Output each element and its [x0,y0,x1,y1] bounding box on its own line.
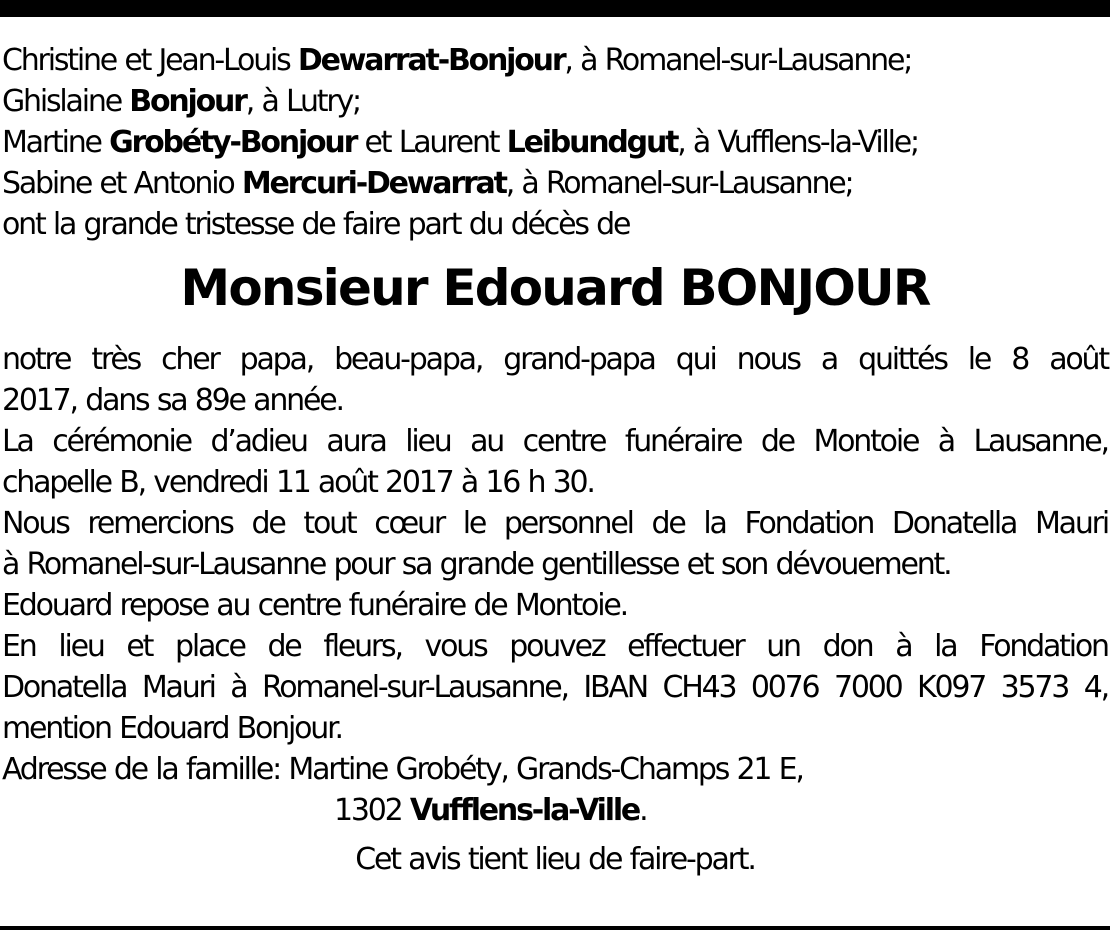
word: un [766,629,800,664]
announce-line: ont la grande tristesse de faire part du décès de [2,207,630,242]
word: 8 [1011,342,1029,377]
word: 7000 [833,670,902,705]
word: personnel [503,506,633,541]
family-text: Christine et Jean-Louis [2,43,298,78]
body-line-1 [2,339,1108,380]
word: centre [522,424,606,459]
word: cérémonie [52,424,191,459]
word: 3573 [1000,670,1069,705]
family-name: Leibundgut [506,125,678,160]
word: place [175,629,245,664]
word: la [934,629,957,664]
word: de [251,506,285,541]
body-line-9 [2,667,1108,708]
word: la [703,506,726,541]
family-name: Grobéty-Bonjour [109,125,357,160]
word: Donatella [2,670,127,705]
family-name: Dewarrat-Bonjour [297,43,565,78]
word: de [651,506,685,541]
word: d’adieu [210,424,307,459]
body-line-3 [2,421,1108,462]
body-line-10: mention Edouard Bonjour. [2,711,342,746]
city: Vufflens-la-Ville [409,793,640,828]
family-text: Sabine et Antonio [2,166,242,201]
address-line-1: Adresse de la famille: Martine Grobéty, Grands-Champs 21 E, [2,752,803,787]
word: de [760,424,794,459]
word: Montoie [813,424,919,459]
word: a [820,342,838,377]
family-location: , à Romanel-sur-Lausanne; [564,43,912,78]
word: effectuer [627,629,744,664]
top-rule [0,0,1110,17]
closing-note: Cet avis tient lieu de faire-part. [355,842,755,877]
word: Mauri [1035,506,1108,541]
word: 0076 [750,670,819,705]
body-line-6: à Romanel-sur-Lausanne pour sa grande gentillesse et son dévouement. [2,547,951,582]
family-text: Martine [2,125,110,160]
word: notre [2,342,71,377]
word: au [470,424,504,459]
word: La [2,424,33,459]
word: à [230,670,247,705]
word: Romanel-sur-Lausanne, [261,670,568,705]
word: nous [736,342,800,377]
word: funéraire [624,424,742,459]
bottom-rule [0,926,1110,930]
word: IBAN [583,670,647,705]
word: fleurs, [323,629,402,664]
family-location: , à Vufflens-la-Ville; [677,125,918,160]
word: très [91,342,141,377]
word: qui [675,342,716,377]
word: vous [424,629,487,664]
word: grand-papa [503,342,655,377]
word: lieu [58,629,104,664]
word: Lausanne, [973,424,1108,459]
family-line-3 [2,122,1108,163]
word: et [126,629,153,664]
word: tout [303,506,356,541]
word: CH43 [662,670,736,705]
body-line-7: Edouard repose au centre funéraire de Montoie. [2,588,627,623]
word: lieu [405,424,451,459]
obituary-notice [2,40,1108,880]
word: Fondation [979,629,1108,664]
family-line-4 [2,163,1108,204]
word: le [462,506,486,541]
word: cœur [374,506,444,541]
word: à [937,424,954,459]
body-line-5 [2,503,1108,544]
word: quittés [858,342,947,377]
body-line-2: 2017, dans sa 89e année. [2,383,343,418]
body-line-4: chapelle B, vendredi 11 août 2017 à 16 h 30. [2,465,594,500]
word: 4, [1083,670,1108,705]
address-end: . [639,793,647,828]
word: K097 [917,670,986,705]
word: Mauri [141,670,215,705]
family-text: et Laurent [356,125,507,160]
word: pouvez [509,629,605,664]
deceased-name: Monsieur Edouard BONJOUR [180,259,930,317]
word: Fondation [744,506,874,541]
family-name: Mercuri-Dewarrat [241,166,506,201]
word: remercions [87,506,233,541]
word: août [1049,342,1108,377]
family-line-1 [2,40,1108,81]
word: beau-papa, [334,342,483,377]
word: le [967,342,991,377]
body-line-8 [2,626,1108,667]
family-name: Bonjour [129,84,246,119]
word: don [822,629,873,664]
family-location: , à Lutry; [245,84,360,119]
postcode: 1302 [334,793,410,828]
family-location: , à Romanel-sur-Lausanne; [505,166,853,201]
word: cher [161,342,219,377]
address-line-2 [2,790,1108,831]
family-text: Ghislaine [2,84,130,119]
word: à [895,629,912,664]
word: Donatella [891,506,1017,541]
word: aura [326,424,386,459]
word: Nous [2,506,69,541]
word: de [267,629,301,664]
family-line-2 [2,81,1108,122]
word: papa, [239,342,314,377]
word: En [2,629,36,664]
